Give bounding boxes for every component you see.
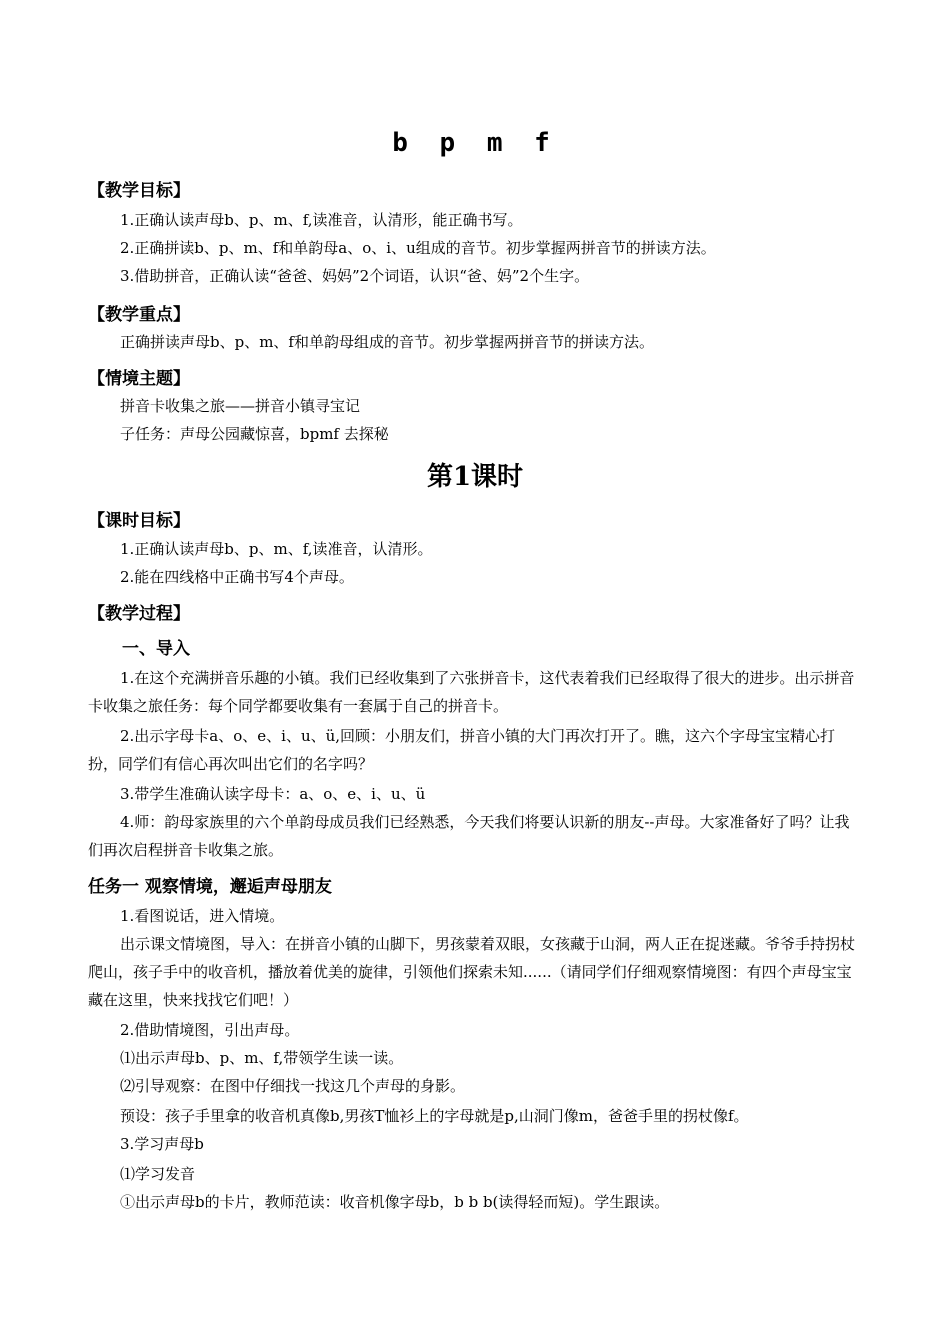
- teaching-goal-2: 2.正确拼读b、p、m、f和单韵母a、o、i、u组成的音节。初步掌握两拼音节的拼读方法。: [120, 239, 716, 257]
- intro-paragraph-1: 1.在这个充满拼音乐趣的小镇。我们已经收集到了六张拼音卡，这代表着我们已经取得了很大的进步。出示拼音卡收集之旅任务：每个同学都要收集有一套属于自己的拼音卡。: [88, 669, 855, 715]
- key-points-heading: 【教学重点】: [88, 305, 190, 325]
- task1-line-7: ⑴学习发音: [120, 1165, 196, 1183]
- theme-line-2: 子任务：声母公园藏惊喜，bpmf 去探秘: [120, 425, 389, 443]
- teaching-goals-heading: 【教学目标】: [88, 181, 190, 201]
- process-heading: 【教学过程】: [88, 604, 190, 624]
- task1-line-3: ⑴出示声母b、p、m、f,带领学生读一读。: [120, 1049, 404, 1067]
- lesson-goal-2: 2.能在四线格中正确书写4个声母。: [120, 568, 354, 586]
- task1-line-5: 预设：孩子手里拿的收音机真像b,男孩T恤衫上的字母就是p,山洞门像m，爸爸手里的拐杖像f。: [120, 1107, 749, 1125]
- task1-heading: 任务一 观察情境，邂逅声母朋友: [88, 877, 332, 897]
- task1-line-8: ①出示声母b的卡片，教师范读：收音机像字母b，b b b(读得轻而短)。学生跟读。: [120, 1193, 670, 1211]
- task1-line-1: 1.看图说话，进入情境。: [120, 907, 285, 925]
- task1-line-4: ⑵引导观察：在图中仔细找一找这几个声母的身影。: [120, 1077, 466, 1095]
- lesson-goals-heading: 【课时目标】: [88, 511, 190, 531]
- task1-line-6: 3.学习声母b: [120, 1135, 204, 1153]
- task1-line-2: 2.借助情境图，引出声母。: [120, 1021, 300, 1039]
- teaching-goal-3: 3.借助拼音，正确认读“爸爸、妈妈”2个词语，认识“爸、妈”2个生字。: [120, 267, 590, 285]
- theme-line-1: 拼音卡收集之旅——拼音小镇寻宝记: [120, 397, 361, 415]
- teaching-goal-1: 1.正确认读声母b、p、m、f,读准音，认清形，能正确书写。: [120, 211, 523, 229]
- document-title: b p m f: [392, 128, 558, 158]
- lesson-title: 第1课时: [426, 462, 524, 492]
- theme-heading: 【情境主题】: [88, 369, 190, 389]
- intro-heading: 一、导入: [122, 639, 190, 659]
- intro-paragraph-4: 4.师：韵母家族里的六个单韵母成员我们已经熟悉，今天我们将要认识新的朋友--声母。大家准备好了吗？让我们再次启程拼音卡收集之旅。: [88, 813, 850, 859]
- task1-scene-paragraph: 出示课文情境图，导入：在拼音小镇的山脚下，男孩蒙着双眼，女孩藏于山洞，两人正在捉迷藏。爷爷手持拐杖爬山，孩子手中的收音机，播放着优美的旋律，引领他们探索未知......（请同学们仔细观察情境图：有四个声母宝宝藏在这里，快来找找它们吧！）: [88, 935, 856, 1009]
- intro-paragraph-2: 2.出示字母卡a、o、e、i、u、ü,回顾：小朋友们，拼音小镇的大门再次打开了。瞧，这六个字母宝宝精心打扮，同学们有信心再次叫出它们的名字吗？: [88, 727, 836, 773]
- key-points-text: 正确拼读声母b、p、m、f和单韵母组成的音节。初步掌握两拼音节的拼读方法。: [120, 333, 654, 351]
- intro-paragraph-3: 3.带学生准确认读字母卡：a、o、e、i、u、ü: [120, 785, 426, 803]
- lesson-goal-1: 1.正确认读声母b、p、m、f,读准音，认清形。: [120, 540, 433, 558]
